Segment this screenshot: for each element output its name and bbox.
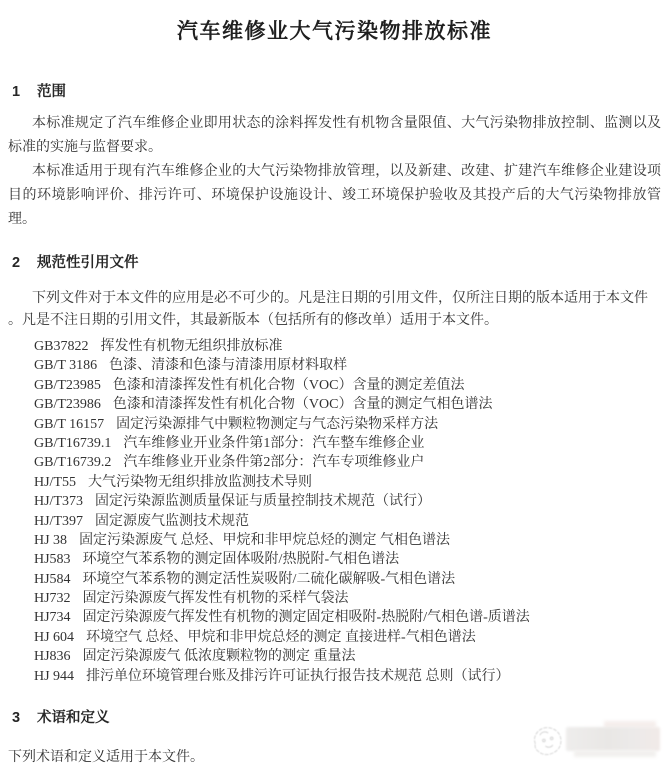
reference-item xyxy=(34,512,664,531)
reference-code: HJ/T373 xyxy=(34,494,83,510)
reference-item xyxy=(34,395,664,414)
reference-title: 汽车维修业开业条件第2部分：汽车专项维修业户 xyxy=(123,455,425,471)
reference-item xyxy=(34,667,664,686)
reference-code: HJ583 xyxy=(34,552,71,568)
reference-title: 固定污染源废气 总烃、甲烷和非甲烷总烃的测定 气相色谱法 xyxy=(79,532,451,548)
references-intro xyxy=(8,288,663,332)
reference-item xyxy=(34,492,664,511)
reference-item xyxy=(34,415,664,434)
scribble-stamp-icon xyxy=(525,719,570,762)
section-label: 规范性引用文件 xyxy=(37,255,139,271)
reference-title: 大气污染物无组织排放监测技术导则 xyxy=(88,474,312,490)
watermark-blurred-label xyxy=(566,727,660,751)
document-title: 汽车维修业大气污染物排放标准 xyxy=(177,20,492,43)
section-number: 1 xyxy=(12,84,21,100)
reference-title: 环境空气苯系物的测定固体吸附/热脱附-气相色谱法 xyxy=(82,552,400,568)
section-number: 3 xyxy=(12,710,21,726)
reference-code: GB/T16739.2 xyxy=(34,455,112,471)
reference-title: 挥发性有机物无组织排放标准 xyxy=(100,339,283,354)
reference-title: 环境空气苯系物的测定活性炭吸附/二硫化碳解吸-气相色谱法 xyxy=(82,571,456,587)
reference-item xyxy=(34,356,664,375)
reference-code: GB/T23985 xyxy=(34,377,101,393)
reference-item xyxy=(34,376,664,395)
reference-item xyxy=(34,453,664,472)
reference-item xyxy=(34,589,664,608)
reference-code: HJ 604 xyxy=(34,629,75,645)
reference-title: 固定污染源监测质量保证与质量控制技术规范（试行） xyxy=(95,494,431,510)
reference-code: GB37822 xyxy=(34,339,89,354)
section-heading-scope xyxy=(12,80,66,101)
reference-item xyxy=(34,531,664,550)
reference-item xyxy=(34,570,664,589)
reference-title: 固定源废气监测技术规范 xyxy=(95,513,249,529)
reference-code: HJ836 xyxy=(34,649,71,665)
section-heading-references xyxy=(12,251,139,272)
reference-title: 色漆和清漆挥发性有机化合物（VOC）含量的测定气相色谱法 xyxy=(112,397,493,413)
section-label: 范围 xyxy=(37,84,66,100)
terms-paragraph-1: 下列术语和定义适用于本文件。 xyxy=(8,750,204,765)
reference-title: 色漆和清漆挥发性有机化合物（VOC）含量的测定差值法 xyxy=(112,377,465,393)
reference-item xyxy=(34,647,664,666)
scope-paragraph-2: 本标准适用于现有汽车维修企业的大气污染物排放管理，以及新建、改建、扩建汽车维修企业建设项目的环境影响评价、排污许可、环境保护设施设计、竣工环境保护验收及其投产后的大气污染物排放管理。 xyxy=(8,164,661,227)
reference-code: HJ584 xyxy=(34,571,71,587)
reference-item xyxy=(34,337,664,356)
reference-item xyxy=(34,608,664,627)
reference-item xyxy=(34,628,664,647)
reference-code: HJ734 xyxy=(34,610,71,626)
reference-title: 固定污染源排气中颗粒物测定与气态污染物采样方法 xyxy=(116,416,439,432)
reference-code: GB/T 16157 xyxy=(34,416,105,432)
scope-paragraph-1: 本标准规定了汽车维修企业即用状态的涂料挥发性有机物含量限值、大气污染物排放控制、监测以及标准的实施与监督要求。 xyxy=(8,116,661,155)
section-label: 术语和定义 xyxy=(37,710,110,726)
reference-code: GB/T16739.1 xyxy=(34,435,112,451)
reference-title: 排污单位环境管理台账及排污许可证执行报告技术规范 总则（试行） xyxy=(86,668,510,684)
reference-code: HJ/T397 xyxy=(34,513,83,529)
section-number: 2 xyxy=(12,255,21,271)
reference-item xyxy=(34,550,664,569)
reference-code: GB/T 3186 xyxy=(34,358,98,374)
reference-item xyxy=(34,473,664,492)
scope-paragraphs xyxy=(8,112,661,232)
reference-code: HJ 38 xyxy=(34,532,68,548)
references-intro-line-1: 下列文件对于本文件的应用是必不可少的。凡是注日期的引用文件，仅所注日期的版本适用于本文件 xyxy=(32,291,648,306)
reference-title: 汽车维修业开业条件第1部分：汽车整车维修企业 xyxy=(123,435,425,451)
section-heading-terms xyxy=(12,706,110,727)
reference-code: HJ/T55 xyxy=(34,474,76,490)
reference-code: HJ 944 xyxy=(34,668,75,684)
reference-item xyxy=(34,434,664,453)
reference-title: 环境空气 总烃、甲烷和非甲烷总烃的测定 直接进样-气相色谱法 xyxy=(86,629,476,645)
reference-title: 固定污染源废气挥发性有机物的测定固定相吸附-热脱附/气相色谱-质谱法 xyxy=(82,610,530,626)
reference-title: 固定污染源废气挥发性有机物的采样气袋法 xyxy=(82,591,349,607)
references-intro-line-2: 。凡是不注日期的引用文件，其最新版本（包括所有的修改单）适用于本文件。 xyxy=(8,313,498,328)
reference-title: 固定污染源废气 低浓度颗粒物的测定 重量法 xyxy=(82,649,356,665)
reference-title: 色漆、清漆和色漆与清漆用原材料取样 xyxy=(109,358,348,374)
references-list xyxy=(34,337,664,686)
watermark-blur-sub xyxy=(574,750,656,757)
reference-code: HJ732 xyxy=(34,591,71,607)
reference-code: GB/T23986 xyxy=(34,397,101,413)
